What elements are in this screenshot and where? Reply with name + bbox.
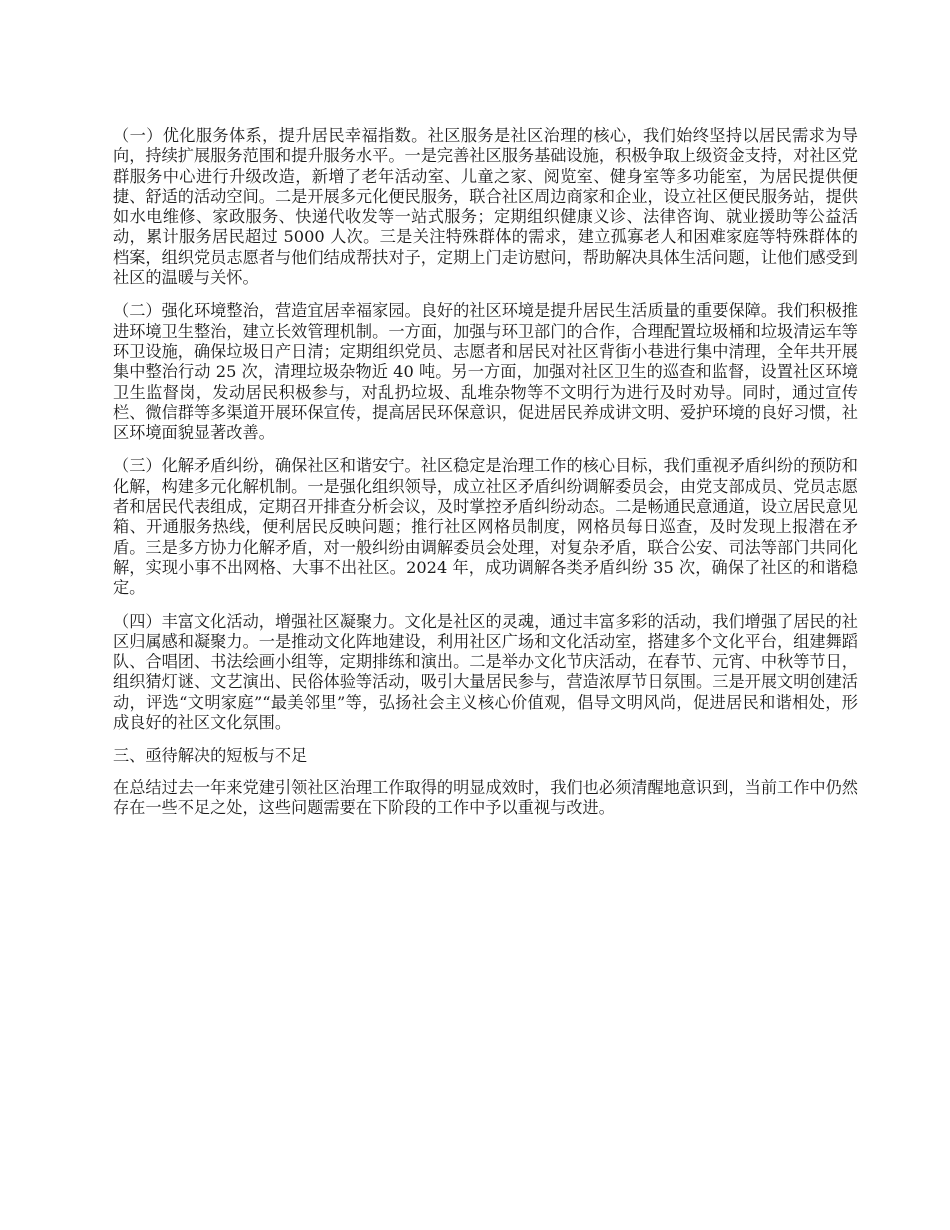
paragraph-shortcomings: 在总结过去一年来党建引领社区治理工作取得的明显成效时，我们也必须清醒地意识到，当前工作中仍然存在一些不足之处，这些问题需要在下阶段的工作中予以重视与改进。 xyxy=(113,777,858,817)
section-heading: 三、亟待解决的短板与不足 xyxy=(113,746,308,766)
paragraph-service-system: （一）优化服务体系，提升居民幸福指数。社区服务是社区治理的核心，我们始终坚持以居民需求为导向，持续扩展服务范围和提升服务水平。一是完善社区服务基础设施，积极争取上级资金支持，对社区党群服务中心进行升级改造，新增了老年活动室、儿童之家、阅览室、健身室等多功能室，为居民提供便捷、舒适的活动空间。二是开展多元化便民服务，联合社区周边商家和企业，设立社区便民服务站，提供如水电维修、家政服务、快递代收发等一站式服务；定期组织健康义诊、法律咨询、就业援助等公益活动，累计服务居民超过 5000 人次。三是关注特殊群体的需求，建立孤寡老人和困难家庭等特殊群体的档案，组织党员志愿者与他们结成帮扶对子，定期上门走访慰问，帮助解决具体生活问题，让他们感受到社区的温暖与关怀。 xyxy=(113,126,858,288)
paragraph-environment: （二）强化环境整治，营造宜居幸福家园。良好的社区环境是提升居民生活质量的重要保障。我们积极推进环境卫生整治，建立长效管理机制。一方面，加强与环卫部门的合作，合理配置垃圾桶和垃圾清运车等环卫设施，确保垃圾日产日清；定期组织党员、志愿者和居民对社区背街小巷进行集中清理，全年共开展集中整治行动 25 次，清理垃圾杂物近 40 吨。另一方面，加强对社区卫生的巡查和监督，设置社区环境卫生监督岗，发动居民积极参与，对乱扔垃圾、乱堆杂物等不文明行为进行及时劝导。同时，通过宣传栏、微信群等多渠道开展环保宣传，提高居民环保意识，促进居民养成讲文明、爱护环境的良好习惯，社区环境面貌显著改善。 xyxy=(113,301,858,443)
paragraph-culture: （四）丰富文化活动，增强社区凝聚力。文化是社区的灵魂，通过丰富多彩的活动，我们增强了居民的社区归属感和凝聚力。一是推动文化阵地建设，利用社区广场和文化活动室，搭建多个文化平台，组建舞蹈队、合唱团、书法绘画小组等，定期排练和演出。二是举办文化节庆活动，在春节、元宵、中秋等节日，组织猜灯谜、文艺演出、民俗体验等活动，吸引大量居民参与，营造浓厚节日氛围。三是开展文明创建活动，评选“文明家庭”“最美邻里”等，弘扬社会主义核心价值观，倡导文明风尚，促进居民和谐相处，形成良好的社区文化氛围。 xyxy=(113,611,858,733)
document-page xyxy=(113,126,858,831)
paragraph-disputes: （三）化解矛盾纠纷，确保社区和谐安宁。社区稳定是治理工作的核心目标，我们重视矛盾纠纷的预防和化解，构建多元化解机制。一是强化组织领导，成立社区矛盾纠纷调解委员会，由党支部成员、党员志愿者和居民代表组成，定期召开排查分析会议，及时掌控矛盾纠纷动态。二是畅通民意通道，设立居民意见箱、开通服务热线，便利居民反映问题；推行社区网格员制度，网格员每日巡查，及时发现上报潜在矛盾。三是多方协力化解矛盾，对一般纠纷由调解委员会处理，对复杂矛盾，联合公安、司法等部门共同化解，实现小事不出网格、大事不出社区。2024 年，成功调解各类矛盾纠纷 35 次，确保了社区的和谐稳定。 xyxy=(113,456,858,598)
